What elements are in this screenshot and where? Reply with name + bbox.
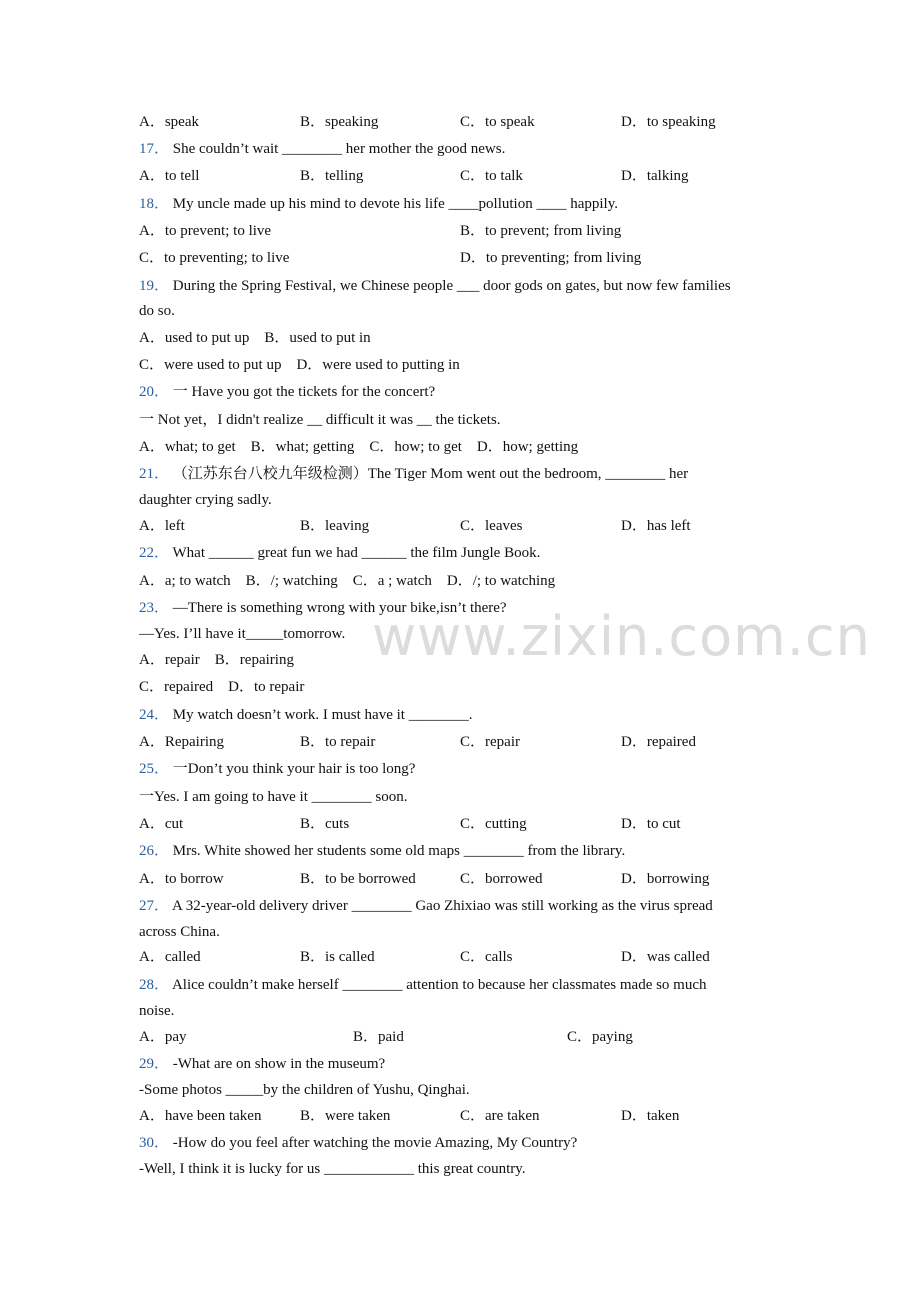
question-number: 24． [139, 707, 170, 723]
question-text: 一Don’t you think your hair is too long? [172, 761, 416, 777]
option-d: D．repaired [621, 734, 696, 750]
option-b: B．were taken [300, 1108, 391, 1124]
option-a: A．to prevent; to live [139, 223, 272, 239]
question-21 [139, 462, 688, 486]
question-number: 28． [139, 977, 170, 993]
question-number: 18． [139, 196, 170, 212]
option-d: D．to preventing; from living [460, 250, 642, 266]
question-29 [139, 1052, 385, 1076]
option-d: D．taken [621, 1108, 680, 1124]
option-b: B．leaving [300, 518, 370, 534]
option-b: B．paid [353, 1029, 404, 1045]
option-d: D．to cut [621, 816, 681, 832]
question-text: —There is something wrong with your bike,isn’t there? [172, 600, 507, 616]
option-a: A．pay [139, 1029, 187, 1045]
question-text-continued: do so. [139, 303, 175, 319]
option-c: C．to speak [460, 114, 535, 130]
option-row: A．what; to get B．what; getting C．how; to get D．how; getting [139, 439, 579, 455]
option-c: C．cutting [460, 816, 527, 832]
question-text: My uncle made up his mind to devote his life ____pollution ____ happily. [172, 196, 618, 212]
option-b: B．to repair [300, 734, 376, 750]
dialogue-line: —Yes. I’ll have it_____tomorrow. [139, 626, 346, 642]
question-number: 23． [139, 600, 170, 616]
question-18 [139, 192, 618, 216]
question-text: -What are on show in the museum? [172, 1056, 386, 1072]
question-28 [139, 973, 707, 997]
option-b: B．telling [300, 168, 364, 184]
question-number: 17． [139, 141, 170, 157]
option-row: A．repair B．repairing [139, 652, 294, 668]
option-row: C．were used to put up D．were used to putting in [139, 357, 460, 373]
option-a: A．Repairing [139, 734, 224, 750]
question-30 [139, 1131, 577, 1155]
question-20 [139, 380, 435, 404]
question-23 [139, 596, 507, 620]
option-row: A．a; to watch B．/; watching C．a ; watch D．/; to watching [139, 573, 556, 589]
question-text: My watch doesn’t work. I must have it ________. [172, 707, 473, 723]
question-text: 一 Have you got the tickets for the concert? [172, 384, 436, 400]
question-number: 25． [139, 761, 170, 777]
option-d: D．to speaking [621, 114, 716, 130]
option-c: C．are taken [460, 1108, 540, 1124]
option-c: C．borrowed [460, 871, 543, 887]
question-text: -How do you feel after watching the movie Amazing, My Country? [172, 1135, 578, 1151]
option-a: A．called [139, 949, 201, 965]
option-a: A．to tell [139, 168, 200, 184]
option-b: B．cuts [300, 816, 350, 832]
question-22 [139, 541, 540, 565]
option-c: C．repair [460, 734, 520, 750]
question-text: Alice couldn’t make herself ________ attention to because her classmates made so much [171, 977, 707, 993]
option-c: C．to talk [460, 168, 523, 184]
question-text: What ______ great fun we had ______ the film Jungle Book. [172, 545, 541, 561]
option-d: D．has left [621, 518, 691, 534]
question-text: She couldn’t wait ________ her mother the good news. [172, 141, 506, 157]
question-25 [139, 757, 415, 781]
option-row: C．repaired D．to repair [139, 679, 305, 695]
question-27 [139, 894, 713, 918]
question-number: 29． [139, 1056, 170, 1072]
option-c: C．to preventing; to live [139, 250, 290, 266]
option-d: D．was called [621, 949, 710, 965]
option-b: B．is called [300, 949, 375, 965]
option-b: B．to prevent; from living [460, 223, 622, 239]
option-a: A．to borrow [139, 871, 224, 887]
question-text: Mrs. White showed her students some old maps ________ from the library. [172, 843, 626, 859]
option-b: B．to be borrowed [300, 871, 416, 887]
dialogue-line: 一 Not yet，I didn't realize __ difficult it was __ the tickets. [139, 412, 501, 428]
question-text-continued: across China. [139, 924, 220, 940]
dialogue-line: -Well, I think it is lucky for us ____________ this great country. [139, 1161, 526, 1177]
question-17 [139, 137, 505, 161]
question-number: 22． [139, 545, 170, 561]
option-b: B．speaking [300, 114, 379, 130]
question-text-continued: daughter crying sadly. [139, 492, 272, 508]
question-26 [139, 839, 625, 863]
option-d: D．talking [621, 168, 689, 184]
option-c: C．leaves [460, 518, 523, 534]
question-number: 30． [139, 1135, 170, 1151]
question-number: 20． [139, 384, 170, 400]
question-text-continued: noise. [139, 1003, 175, 1019]
question-24 [139, 703, 472, 727]
question-number: 26． [139, 843, 170, 859]
option-c: C．calls [460, 949, 513, 965]
question-number: 19． [139, 278, 170, 294]
option-a: A．have been taken [139, 1108, 262, 1124]
option-a: A．speak [139, 114, 199, 130]
question-text: （江苏东台八校九年级检测）The Tiger Mom went out the bedroom, ________ her [172, 466, 689, 482]
question-number: 27． [139, 898, 170, 914]
option-d: D．borrowing [621, 871, 710, 887]
option-a: A．cut [139, 816, 184, 832]
question-text: A 32-year-old delivery driver ________ Gao Zhixiao was still working as the virus spread [171, 898, 713, 914]
option-c: C．paying [567, 1029, 633, 1045]
question-text: During the Spring Festival, we Chinese people ___ door gods on gates, but now few families [172, 278, 731, 294]
dialogue-line: -Some photos _____by the children of Yushu, Qinghai. [139, 1082, 470, 1098]
option-row: A．used to put up B．used to put in [139, 330, 371, 346]
question-19 [139, 274, 731, 298]
watermark: www.zixin.com.cn [372, 605, 871, 668]
option-a: A．left [139, 518, 185, 534]
question-number: 21． [139, 466, 170, 482]
dialogue-line: 一Yes. I am going to have it ________ soon. [139, 789, 408, 805]
